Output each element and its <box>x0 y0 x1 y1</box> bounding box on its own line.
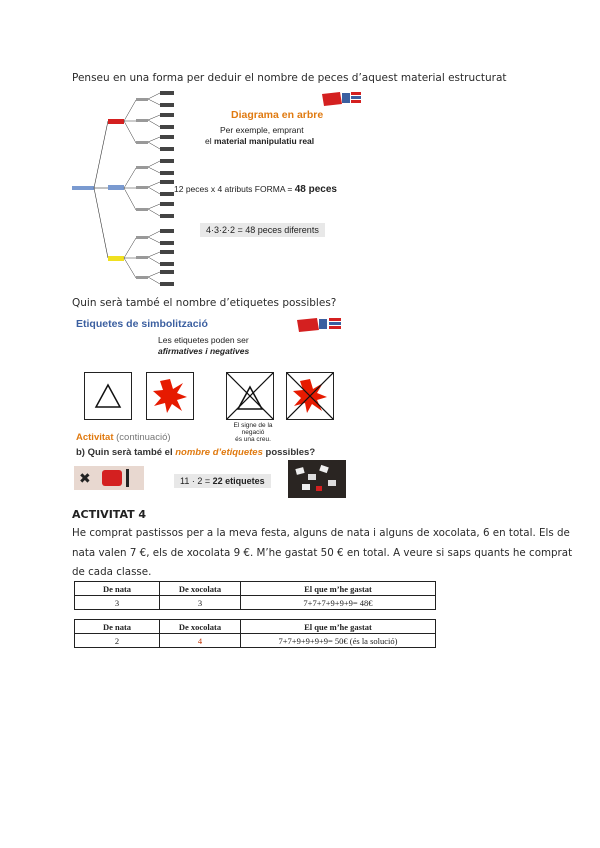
tree-calc: 4·3·2·2 = 48 peces diferents <box>200 223 325 237</box>
table-attempt: De nata De xocolata El que m’he gastat 3 3 7+7+7+9+9+9= 48€ <box>74 581 436 610</box>
tree-node-yellow <box>108 256 124 261</box>
tree-line1: Per exemple, emprant <box>220 125 304 135</box>
blocks-image <box>322 90 362 106</box>
cards-photo <box>288 460 346 498</box>
labels-title: Etiquetes de simbolització <box>76 318 208 330</box>
question-b: b) Quin serà també el nombre d’etiquetes possibles? <box>76 447 316 458</box>
labels-result: 11 · 2 = 22 etiquetes <box>174 474 271 488</box>
label-not-triangle <box>226 372 274 420</box>
tree-node-blue <box>108 185 124 190</box>
svg-text:✖: ✖ <box>79 471 91 487</box>
table-row: 2 4 7+7+9+9+9+9= 50€ (és la solució) <box>75 634 436 648</box>
labels-desc1: Les etiquetes poden ser <box>158 335 249 345</box>
tree-node-red <box>108 119 124 124</box>
intro-text: Penseu en una forma per deduir el nombre de peces d’aquest material estructurat <box>72 72 507 84</box>
tree-formula: 12 peces x 4 atributs FORMA = 48 peces <box>174 184 337 195</box>
label-star <box>146 372 194 420</box>
blocks-image-2 <box>297 316 343 332</box>
activity-heading: Activitat (continuació) <box>76 432 171 443</box>
label-triangle <box>84 372 132 420</box>
negation-note: El signe de la negació és una creu. <box>233 422 273 443</box>
activity4-text: He comprat pastissos per a la meva festa, alguns de nata i alguns de xocolata, 6 en total. Els de nata valen 7 €, els de xocolata 9 €. M’he gastat 50 € en total. A veure si saps quants he comprat de cada classe. <box>72 527 573 578</box>
labels-desc2: afirmatives i negatives <box>158 346 250 356</box>
tree-title: Diagrama en arbre <box>231 109 324 121</box>
question-labels: Quin serà també el nombre d’etiquetes possibles? <box>72 297 337 309</box>
tree-line2: el material manipulatiu real <box>205 136 315 146</box>
activity4-heading: ACTIVITAT 4 <box>72 508 147 521</box>
table-solution: De nata De xocolata El que m’he gastat 2 4 7+7+9+9+9+9= 50€ (és la solució) <box>74 619 436 648</box>
tree-root-node <box>72 186 94 190</box>
labels-photo <box>74 466 144 490</box>
label-not-star <box>286 372 334 420</box>
table-row: 3 3 7+7+7+9+9+9= 48€ <box>75 596 436 610</box>
